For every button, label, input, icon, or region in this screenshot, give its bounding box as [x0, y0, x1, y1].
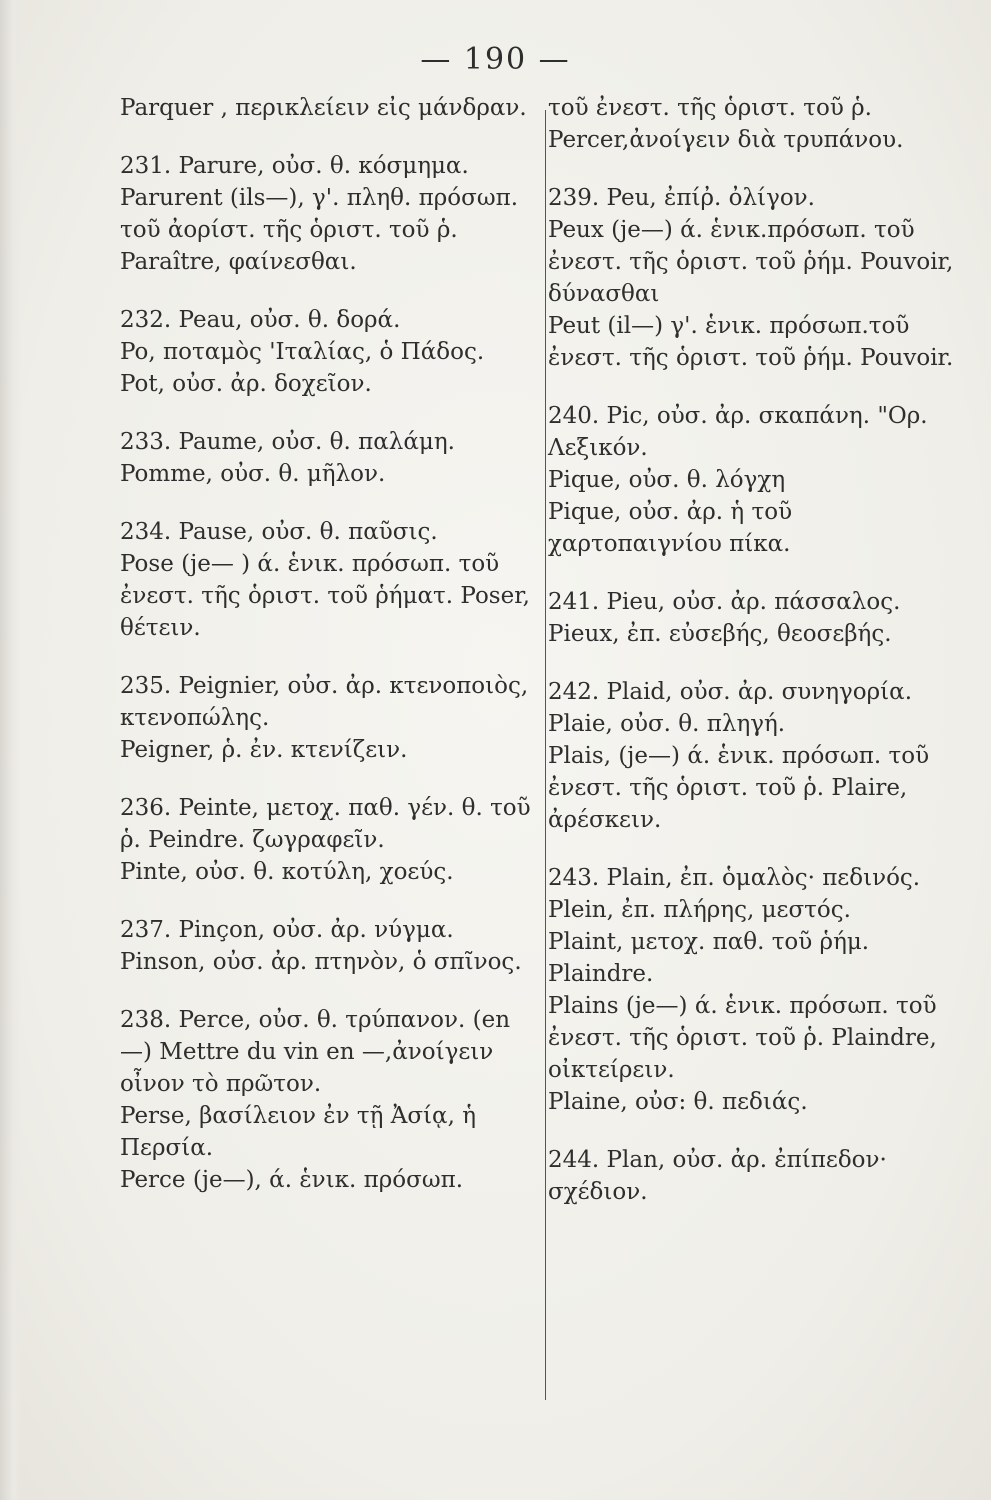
entry-group — [120, 304, 540, 400]
dictionary-entry: Pieux, ἐπ. εὐσεβής, θεοσεβής. — [548, 621, 892, 647]
dictionary-entry: 238. Perce, οὐσ. θ. τρύπανον. (en—) Mettre du vin en —,ἀνοίγειν οἶνον τὸ πρῶτον. — [120, 1007, 511, 1097]
dictionary-entry: Peigner, ῥ. ἐν. κτενίζειν. — [120, 737, 408, 763]
entry-group — [120, 1004, 540, 1196]
dictionary-entry: Plais, (je—) ά. ἑνικ. πρόσωπ. τοῦ ἐνεστ. τῆς ὁριστ. τοῦ ῥ. Plaire, ἀρέσκειν. — [548, 743, 930, 833]
entry-group — [120, 426, 540, 490]
entry-group — [120, 914, 540, 978]
page-edge-shadow — [0, 0, 22, 1500]
dictionary-entry: Peux (je—) ά. ἑνικ.πρόσωπ. τοῦ ἐνεστ. τῆς ὁριστ. τοῦ ῥήμ. Pouvoir, δύνασθαι — [548, 217, 954, 307]
entry-group — [548, 182, 963, 374]
dictionary-entry: Perce (je—), ά. ἑνικ. πρόσωπ. — [120, 1167, 464, 1193]
dictionary-entry: Pose (je— ) ά. ἑνικ. πρόσωπ. τοῦ ἐνεστ. τῆς ὁριστ. τοῦ ῥήματ. Poser, θέτειν. — [120, 551, 530, 641]
dictionary-entry: 236. Peinte, μετοχ. παθ. γέν. θ. τοῦ ῥ. Peindre. ζωγραφεῖν. — [120, 795, 531, 853]
page-number: — 190 — — [420, 42, 571, 77]
dictionary-entry: Plaine, οὐσ: θ. πεδιάς. — [548, 1089, 808, 1115]
entry-group — [120, 150, 540, 278]
dictionary-entry: 237. Pinçon, οὐσ. ἀρ. νύγμα. — [120, 917, 454, 943]
dictionary-entry: 234. Pause, οὐσ. θ. παῦσις. — [120, 519, 438, 545]
dictionary-entry: Peut (il—) γ'. ἑνικ. πρόσωπ.τοῦ ἐνεστ. τῆς ὁριστ. τοῦ ῥήμ. Pouvoir. — [548, 313, 954, 371]
dictionary-entry: Pinson, οὐσ. ἀρ. πτηνὸν, ὁ σπῖνος. — [120, 949, 522, 975]
dictionary-entry: 235. Peignier, οὐσ. ἀρ. κτενοποιὸς, κτενοπώλης. — [120, 673, 529, 731]
dictionary-entry: 240. Pic, οὐσ. ἀρ. σκαπάνη. "Ορ. Λεξικόν. — [548, 403, 928, 461]
right-column — [548, 92, 963, 1234]
dictionary-entry: 233. Paume, οὐσ. θ. παλάμη. — [120, 429, 455, 455]
entry-group — [120, 670, 540, 766]
dictionary-entry: Pinte, οὐσ. θ. κοτύλη, χοεύς. — [120, 859, 454, 885]
dictionary-entry: Plaie, οὐσ. θ. πληγή. — [548, 711, 786, 737]
entry-group — [548, 92, 963, 156]
entry-group — [120, 516, 540, 644]
entry-group — [120, 792, 540, 888]
dictionary-entry: Parquer , περικλείειν εἰς μάνδραν. — [120, 95, 527, 121]
dictionary-entry: 232. Peau, οὐσ. θ. δορά. — [120, 307, 401, 333]
dictionary-entry: Pique, οὐσ. ἀρ. ἡ τοῦ χαρτοπαιγνίου πίκα. — [548, 499, 793, 557]
dictionary-entry: Pique, οὐσ. θ. λόγχη — [548, 467, 786, 493]
dictionary-entry: 243. Plain, ἐπ. ὁμαλὸς· πεδινός. — [548, 865, 921, 891]
entry-group — [120, 92, 540, 124]
dictionary-entry: τοῦ ἐνεστ. τῆς ὁριστ. τοῦ ῥ. Percer,ἀνοίγειν διὰ τρυπάνου. — [548, 95, 904, 153]
left-column — [120, 92, 540, 1222]
entry-group — [548, 400, 963, 560]
dictionary-entry: 239. Peu, ἐπίῤ. ὀλίγον. — [548, 185, 815, 211]
dictionary-entry: Po, ποταμὸς 'Ιταλίας, ὁ Πάδος. — [120, 339, 485, 365]
dictionary-entry: Parurent (ils—), γ'. πληθ. πρόσωπ. τοῦ ἀορίστ. τῆς ὁριστ. τοῦ ῥ. Paraître, φαίνεσθαι. — [120, 185, 519, 275]
dictionary-entry: 242. Plaid, οὐσ. ἀρ. συνηγορία. — [548, 679, 913, 705]
dictionary-entry: 244. Plan, οὐσ. ἀρ. ἐπίπεδον· σχέδιον. — [548, 1147, 887, 1205]
entry-group — [548, 586, 963, 650]
dictionary-entry: Perse, βασίλειον ἐν τῇ Ἀσίᾳ, ἡ Περσία. — [120, 1103, 476, 1161]
dictionary-entry: Plaint, μετοχ. παθ. τοῦ ῥήμ. Plaindre. — [548, 929, 870, 987]
entry-group — [548, 1144, 963, 1208]
dictionary-entry: 241. Pieu, οὐσ. ἀρ. πάσσαλος. — [548, 589, 901, 615]
dictionary-entry: Pomme, οὐσ. θ. μῆλον. — [120, 461, 386, 487]
entry-group — [548, 862, 963, 1118]
dictionary-entry: Plains (je—) ά. ἑνικ. πρόσωπ. τοῦ ἐνεστ. τῆς ὁριστ. τοῦ ῥ. Plaindre, οἰκτείρειν. — [548, 993, 937, 1083]
dictionary-entry: Plein, ἐπ. πλήρης, μεστός. — [548, 897, 851, 923]
dictionary-entry: Pot, οὐσ. ἀρ. δοχεῖον. — [120, 371, 372, 397]
column-divider — [545, 110, 546, 1400]
dictionary-entry: 231. Parure, οὐσ. θ. κόσμημα. — [120, 153, 469, 179]
entry-group — [548, 676, 963, 836]
